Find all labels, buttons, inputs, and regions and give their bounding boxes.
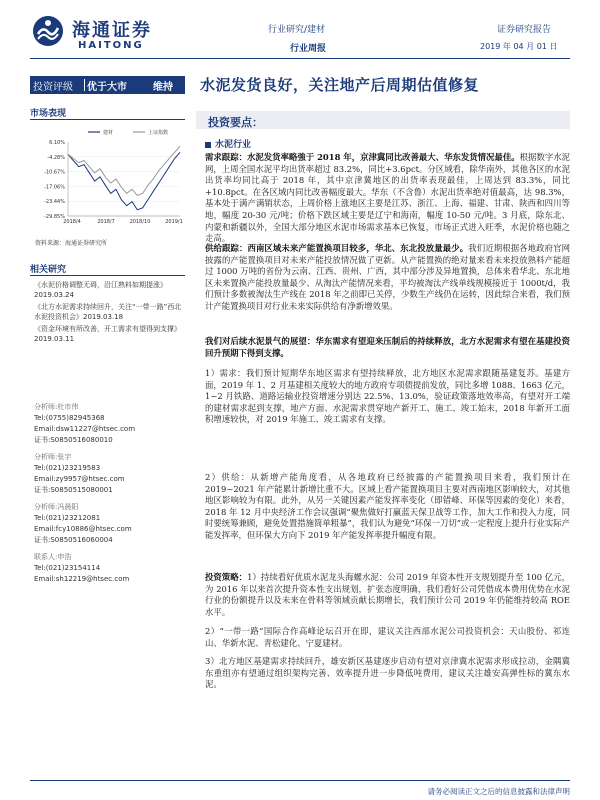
market-divider <box>30 119 185 120</box>
legend-label: 上证指数 <box>148 130 169 136</box>
y-tick-label: -10.67% <box>44 169 65 176</box>
haitong-logo <box>32 14 182 54</box>
related-item[interactable]: 《北方水泥需求持续回升，关注“一带一路”西北水泥投资机会》2019.03.18 <box>34 303 182 321</box>
y-tick-label: -4.28% <box>47 154 65 161</box>
investment-rating <box>30 76 185 94</box>
analyst-name: 分析师:张宇 <box>34 453 72 461</box>
haitong-emblem-icon <box>32 14 64 48</box>
x-tick-label: 2018/7 <box>97 219 115 225</box>
analyst-block <box>34 402 184 446</box>
chart-x-ticks <box>63 219 183 225</box>
y-tick-label: -17.06% <box>44 184 65 191</box>
chart-source: 资料来源：海通证券研究所 <box>35 240 108 247</box>
footer-divider <box>30 780 570 781</box>
market-chart <box>30 124 185 234</box>
report-date: 2019 年 04 月 01 日 <box>480 42 558 51</box>
related-divider <box>30 275 185 276</box>
report-category: 行业研究/建材 <box>268 25 326 35</box>
analyst-tel: Tel:(021)23154114 <box>34 564 101 572</box>
belt-road-paragraph: 2）“一带一路”国际合作高峰论坛召开在即，建议关注西部水泥公司投资机会：天山股份、祁连山、华新水泥、青松建化、宁夏建材。 <box>205 626 570 648</box>
header-divider <box>30 58 570 59</box>
square-bullet-icon <box>205 142 211 148</box>
analyst-list <box>34 402 184 591</box>
analyst-cert: 证书:S0850515080001 <box>34 486 113 494</box>
analyst-block <box>34 552 184 585</box>
analyst-email[interactable]: Email:sh12219@htsec.com <box>34 575 130 583</box>
analyst-email[interactable]: Email:zy9957@htsec.com <box>34 475 125 483</box>
y-tick-label: 6.10% <box>49 140 65 146</box>
outlook-text: 我们对后续水泥景气的展望：华东需求有望迎来压制后的持续释放，北方水泥需求有望在基建投资回升预期下得到支撑。 <box>205 336 570 358</box>
related-heading: 相关研究 <box>30 265 67 275</box>
report-title: 水泥发货良好，关注地产后周期估值修复 <box>200 76 480 94</box>
analyst-block <box>34 452 184 496</box>
analyst-cert: 证书:S0850516060004 <box>34 536 113 544</box>
report-header <box>0 0 600 62</box>
analyst-name: 联系人:申浩 <box>34 553 72 561</box>
chart-y-ticks <box>44 140 180 220</box>
supply-outlook-paragraph: 2）供给：从新增产能角度看，从各地政府已经披露的产能置换项目来看，我们预计在 2019~2021 年产能累计新增比重不大。区域上看产能置换项目主要对西南地区影响较大，对其他地区影响较为有限。此外，从另一关键因素产能发挥率变化（即错峰、环保等因素的变化）来看，2018 年 12 月中央经济工作会议强调“聚焦做好打赢蓝天保卫战等工作，加大工作和投入力度，同时要统筹兼顾，避免处置措施简单粗暴”，我们认为避免“环保一刀切”或一定程度上提升行业实际产能发挥率，但环保大方向下 2019 年产能发挥率提升幅度有限。 <box>205 472 570 540</box>
analyst-email[interactable]: Email:dsw11227@htsec.com <box>34 425 136 433</box>
rating-trend: 维持 <box>153 81 173 93</box>
rating-label: 投资评级 <box>33 81 73 93</box>
supply-body: 我们近期根据各地政府官网披露的产能置换项目对未来产能投放情况做了更新。从产能置换的绝对量来看未来投放熟料产能超过 1000 万吨的省份为云南、江西、贵州、广西，其中部分涉及异地置换，总体来看华北、东北地区未来置换产能投放量最少、从淘汰产能情况来看，平均被淘汰产线单线规模接近于 1000t/d，我们预计多数被淘汰生产线在 2018 年之前即已关停，少数生产线仍在运转，因此综合来看，我们预计产能置换项目对行业未来实际供给有净新增效果。 <box>205 243 571 311</box>
north-infra-paragraph: 3）北方地区基建需求持续回升，雄安新区基建逐步启动有望对京津冀水泥需求形成拉动，金隅冀东重组亦有望通过组织架构完善、效率提升进一步降低吨费用，建议关注雄安高弹性标的冀东水泥。 <box>205 656 570 690</box>
series-line <box>68 146 180 195</box>
market-heading: 市场表现 <box>30 109 67 119</box>
analyst-email[interactable]: Email:fcy10886@htsec.com <box>34 525 132 533</box>
analyst-tel: Tel:(0755)82945368 <box>34 414 105 422</box>
analyst-block <box>34 502 184 546</box>
strategy-body: 1）持续看好优质水泥龙头海螺水泥：公司 2019 年资本性开支规划提升至 100 亿元，为 2016 年以来首次提升资本性支出规划，扩张态度明确，我们看好公司凭借成本费用优势在水泥行业的份额提升以及未来在骨料等领域贡献长期增长，我们预计公司 2019 年仍能维持较高 ROE 水平。 <box>205 572 571 617</box>
analyst-name: 分析师:冯晨阳 <box>34 503 79 511</box>
x-tick-label: 2018/4 <box>63 219 81 225</box>
strategy-paragraph <box>205 572 570 618</box>
outlook-paragraph <box>205 336 570 359</box>
section-heading <box>205 137 251 150</box>
related-list <box>34 280 184 346</box>
demand-paragraph <box>205 152 570 245</box>
report-label: 证券研究报告 <box>497 25 552 35</box>
chart-legend <box>88 129 168 136</box>
footer-disclaimer: 请务必阅读正文之后的信息披露和法律声明 <box>427 787 570 796</box>
rating-value: 优于大市 <box>87 81 127 93</box>
supply-paragraph <box>205 243 570 313</box>
chart-series <box>68 146 180 210</box>
legend-label: 建材 <box>103 130 114 136</box>
key-points-heading: 投资要点： <box>208 116 263 129</box>
related-item[interactable]: 《资金环境有所改善，开工需求有望得到支撑》2019.03.11 <box>34 325 181 343</box>
rating-separator <box>84 79 85 91</box>
analyst-cert: 证书:S0850516080010 <box>34 436 113 444</box>
report-type: 行业周报 <box>290 44 327 54</box>
section-title: 水泥行业 <box>215 140 252 150</box>
x-tick-label: 2018/10 <box>129 219 151 225</box>
strategy-lead: 投资策略： <box>205 572 248 582</box>
demand-lead: 需求跟踪：水泥发货率略強于 2018 年，京津冀同比改善最大、华东发货情况最佳。 <box>205 152 520 162</box>
x-tick-label: 2019/1 <box>165 219 183 225</box>
demand-body: 根据数字水泥网，上周全国水泥平均出货率超过 83.2%，同比+3.6pct。分区域看，除华南外，其他各区的水泥出货率均同比高于 2018 年，其中京津冀地区的出货率表现最佳，上周达到 83.3%，同比+10.8pct。在各区域内同比改善幅度最大。华东（不含鲁）水泥出货率绝对值最高，达 98.3%，基本处于满产满销状态，上周价格上涨地区主要是江苏、浙江、上海、福建、甘肃、陕西和四川等地，幅度 20-30 元/吨；价格下跌区域主要是辽宁和海南，幅度 10-50 元/吨。3 月底，除东北、内蒙和新疆以外，全国大部分地区水泥市场需求基本已恢复，市场正式进入旺季，水泥价格也随之走高。 <box>205 152 571 244</box>
analyst-tel: Tel:(021)23212081 <box>34 514 101 522</box>
y-tick-label: -29.85% <box>44 214 65 220</box>
logo-chinese: 海通证券 <box>72 20 152 41</box>
supply-lead: 供给跟踪：西南区域未来产能置换项目较多，华北、东北投放量最少。 <box>205 243 469 253</box>
related-item[interactable]: 《水泥价格调整无碍，沿江熟料如期提涨》2019.03.24 <box>34 281 167 299</box>
analyst-name: 分析师:杜市伟 <box>34 403 79 411</box>
logo-english: HAITONG <box>78 40 144 51</box>
demand-outlook-paragraph: 1）需求：我们预计短期华东地区需求有望持续释放，北方地区水泥需求跟随基建复苏。基建方面，2019 年 1、2 月基建相关度较大的地方政府专项债提前发放，同比多增 1088、1663 亿元，1~2 月铁路、道路运输业投资增速分别达 22.5%、13.0%，验证政策落地效率高，有望对开工端的建材需求起到支撑，地产方面、水泥需求贯穿地产新开工、施工、竣工始末，2018 年新开工面积增速较快，对 2019 年施工、竣工需求有支撑。 <box>205 368 570 425</box>
y-tick-label: -23.44% <box>44 199 65 206</box>
analyst-tel: Tel:(021)23219583 <box>34 464 101 472</box>
